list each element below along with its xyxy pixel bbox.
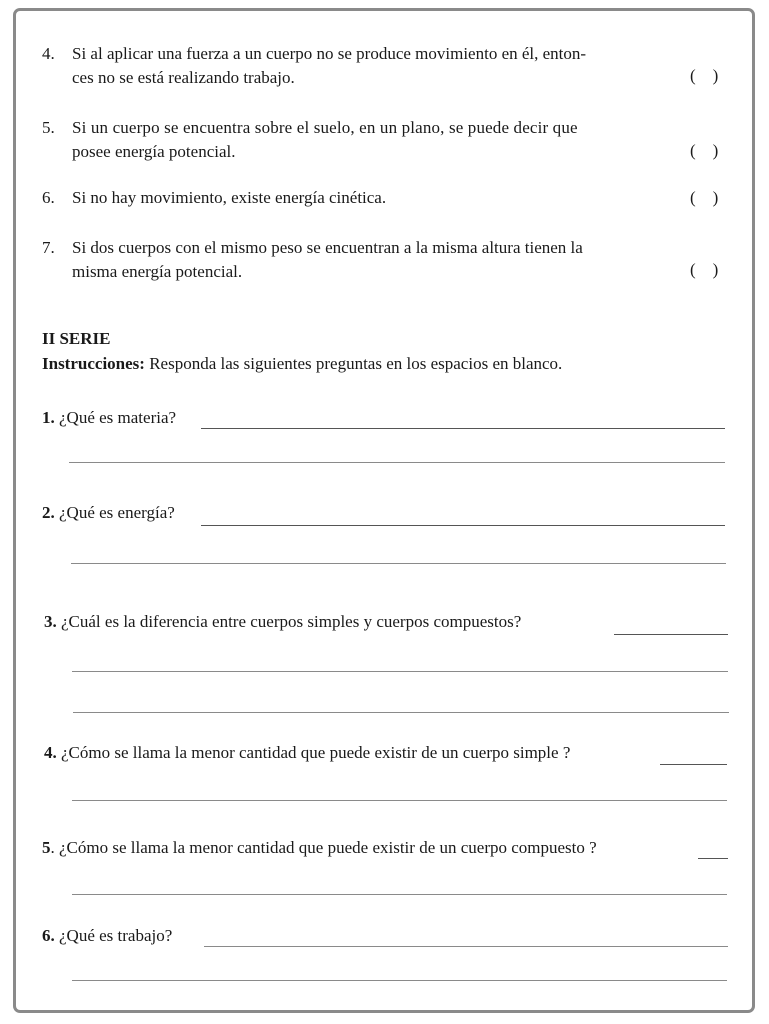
question-number: 1. bbox=[42, 408, 55, 427]
question-text bbox=[42, 926, 172, 946]
answer-line[interactable] bbox=[72, 800, 727, 801]
question-number: 3. bbox=[44, 612, 57, 631]
tf-answer-parens[interactable] bbox=[690, 260, 718, 280]
tf-answer-parens[interactable] bbox=[690, 66, 718, 86]
question-label: . ¿Cómo se llama la menor cantidad que puede existir de un cuerpo compuesto ? bbox=[50, 838, 597, 857]
answer-blank[interactable] bbox=[201, 428, 725, 429]
answer-line[interactable] bbox=[72, 980, 727, 981]
answer-line[interactable] bbox=[72, 894, 727, 895]
paren-open: ( bbox=[690, 260, 696, 279]
answer-blank[interactable] bbox=[204, 946, 728, 947]
question-number: 2. bbox=[42, 503, 55, 522]
answer-blank[interactable] bbox=[698, 858, 728, 859]
tf-item-text-line: Si un cuerpo se encuentra sobre el suelo, en un plano, se puede decir que bbox=[72, 118, 578, 137]
tf-item-text-line: misma energía potencial. bbox=[72, 262, 243, 281]
tf-item-number: 5. bbox=[42, 118, 55, 137]
answer-line[interactable] bbox=[72, 671, 728, 672]
question-label: ¿Cómo se llama la menor cantidad que puede existir de un cuerpo simple ? bbox=[56, 743, 571, 762]
tf-answer-parens[interactable] bbox=[690, 141, 718, 161]
tf-item-number: 6. bbox=[42, 188, 55, 207]
question-label: ¿Cuál es la diferencia entre cuerpos simples y cuerpos compuestos? bbox=[56, 612, 522, 631]
answer-line[interactable] bbox=[73, 712, 729, 713]
question-number: 4. bbox=[44, 743, 57, 762]
tf-item-number: 7. bbox=[42, 238, 55, 257]
paren-close: ) bbox=[712, 141, 719, 160]
paren-open: ( bbox=[690, 141, 696, 160]
question-label: ¿Qué es energía? bbox=[54, 503, 175, 522]
paren-open: ( bbox=[690, 188, 696, 207]
question-text bbox=[44, 743, 570, 763]
tf-item-number: 4. bbox=[42, 44, 55, 63]
answer-line[interactable] bbox=[71, 563, 726, 564]
question-text bbox=[42, 838, 597, 858]
paren-close: ) bbox=[712, 188, 719, 207]
paren-close: ) bbox=[712, 66, 719, 85]
tf-item-text-line: posee energía potencial. bbox=[72, 142, 236, 161]
tf-item-text-line: ces no se está realizando trabajo. bbox=[72, 68, 295, 87]
instructions-text: Responda las siguientes preguntas en los espacios en blanco. bbox=[144, 354, 563, 373]
paren-open: ( bbox=[690, 66, 696, 85]
tf-item-text-line: Si al aplicar una fuerza a un cuerpo no se produce movimiento en él, enton- bbox=[72, 44, 587, 63]
question-number: 6. bbox=[42, 926, 55, 945]
answer-blank[interactable] bbox=[614, 634, 728, 635]
question-number: 5 bbox=[42, 838, 51, 857]
answer-blank[interactable] bbox=[201, 525, 725, 526]
question-label: ¿Qué es materia? bbox=[54, 408, 177, 427]
answer-line[interactable] bbox=[69, 462, 725, 463]
question-label: ¿Qué es trabajo? bbox=[54, 926, 173, 945]
section-title: II SERIE bbox=[42, 329, 111, 348]
paren-close: ) bbox=[712, 260, 719, 279]
question-text bbox=[44, 612, 521, 632]
tf-answer-parens[interactable] bbox=[690, 188, 718, 208]
tf-item-text-line: Si dos cuerpos con el mismo peso se encuentran a la misma altura tienen la bbox=[72, 238, 583, 257]
tf-item-text-line: Si no hay movimiento, existe energía cinética. bbox=[72, 188, 387, 207]
instructions bbox=[42, 354, 562, 374]
question-text bbox=[42, 408, 176, 428]
instructions-label: Instrucciones: bbox=[42, 354, 145, 373]
question-text bbox=[42, 503, 175, 523]
answer-blank[interactable] bbox=[660, 764, 727, 765]
